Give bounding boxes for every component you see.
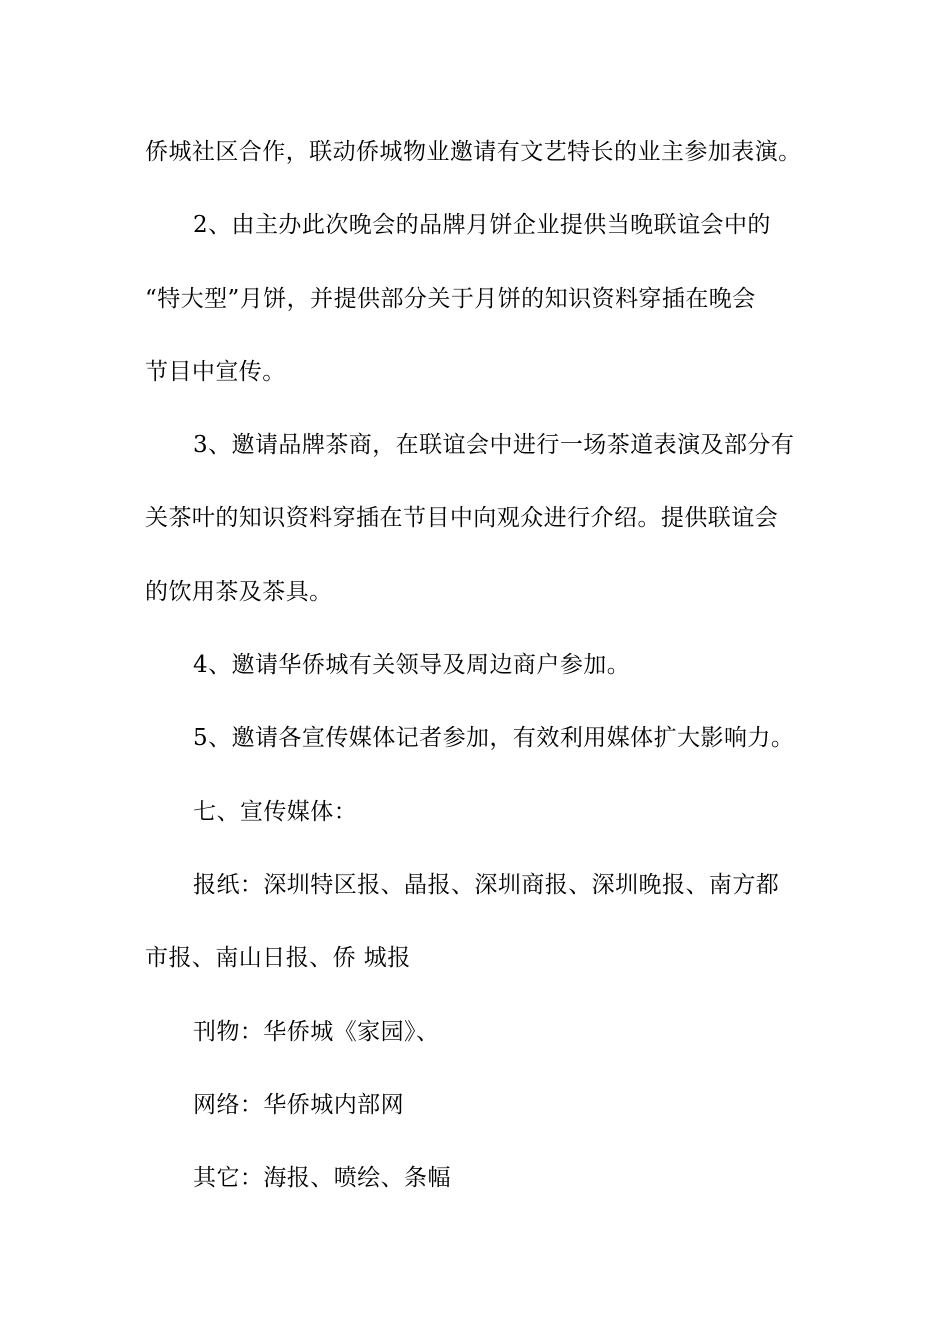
text-line-5: 3、邀请品牌茶商，在联谊会中进行一场茶道表演及部分有	[193, 432, 795, 459]
section-heading-media: 七、宣传媒体：	[193, 798, 358, 825]
text-line-4: 节目中宣传。	[145, 358, 286, 385]
text-line-1: 侨城社区合作，联动侨城物业邀请有文艺特长的业主参加表演。	[145, 139, 802, 165]
document-body	[145, 128, 805, 1227]
text-line-7: 的饮用茶及茶具。	[145, 578, 333, 605]
text-line-periodicals: 刊物：华侨城《家园》、	[193, 1018, 440, 1045]
text-line-2: 2、由主办此次晚会的品牌月饼企业提供当晚联谊会中的	[193, 212, 771, 239]
text-line-9: 5、邀请各宣传媒体记者参加，有效利用媒体扩大影响力。	[193, 725, 795, 752]
text-line-newspapers-cont: 市报、南山日报、侨 城报	[145, 945, 411, 972]
text-line-8: 4、邀请华侨城有关领导及周边商户参加。	[193, 652, 631, 679]
text-line-newspapers: 报纸：深圳特区报、晶报、深圳商报、深圳晚报、南方都	[193, 871, 780, 898]
text-line-3: “特大型”月饼，并提供部分关于月饼的知识资料穿插在晚会	[145, 285, 756, 312]
text-line-network: 网络：华侨城内部网	[193, 1091, 405, 1118]
text-line-others: 其它：海报、喷绘、条幅	[193, 1165, 451, 1192]
text-line-6: 关茶叶的知识资料穿插在节目中向观众进行介绍。提供联谊会	[145, 505, 779, 532]
